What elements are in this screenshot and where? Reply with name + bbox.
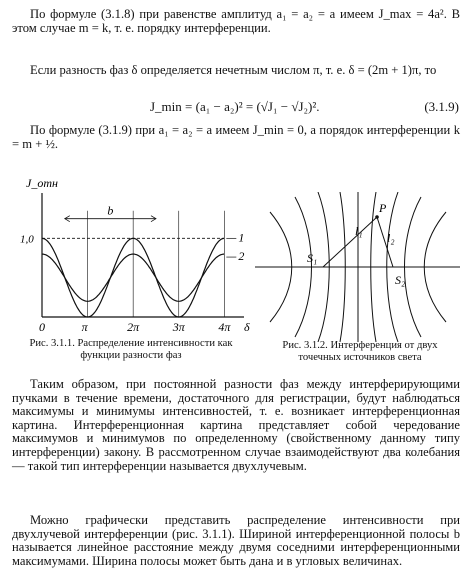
series-1-label: 1 (238, 230, 245, 245)
paragraph-4: Таким образом, при постоянной разности фаз между интерферирующими пучками в течение времени, достаточного для регистрации, будут наблюдаться максимумы и минимумы интенсивностей, т. е. возникает интерференционная картина. Интерференционная картина представляет собой чередование максимумов и минимумов по определенному (свойственному данному типу интерференции) закону. В рассмотренном случае взаимодействуют два колебания — такой тип интерференции называется двухлучевым. (12, 377, 460, 473)
x-tick-label-0: 0 (39, 320, 45, 334)
fig1-plot (20, 176, 250, 334)
y-axis-label: J_отн (26, 176, 58, 190)
paragraph-3: По формуле (3.1.9) при a₁ = a₂ = a имеем J_min = 0, а порядок интерференции k = m + ½. (12, 123, 460, 151)
y-tick-label-1: 1,0 (20, 233, 34, 246)
label-l1: l₁ (355, 224, 363, 238)
x-tick-label-2: 2π (127, 320, 140, 334)
x-axis-label: δ (244, 320, 250, 334)
paragraph-2: Если разность фаз δ определяется нечетным числом π, т. е. δ = (2m + 1)π, то (30, 63, 437, 77)
point-p-marker (375, 215, 379, 219)
equation-body: J_min = (a₁ − a₂)² = (√J₁ − √J₂)². (150, 99, 320, 114)
x-tick-label-1: π (81, 320, 88, 334)
x-tick-label-4: 4π (218, 320, 231, 334)
paragraph-1: По формуле (3.1.8) при равенстве амплитуд a₁ = a₂ = a имеем J_max = 4a². В этом случае m = k, т. е. порядку интерференции. (12, 7, 460, 35)
label-s2: S₂ (395, 273, 406, 287)
label-s1: S₁ (307, 251, 318, 265)
label-p: P (379, 201, 387, 215)
figure-2-caption: Рис. 3.1.2. Интерференция от двух точечных источников света (282, 340, 438, 363)
band-label: b (107, 203, 114, 218)
equation-number: (3.1.9) (424, 99, 459, 114)
ray-l1 (323, 217, 377, 267)
x-tick-label-3: 3π (172, 320, 185, 334)
figure-1-caption: Рис. 3.1.1. Распределение интенсивности как функции разности фаз (29, 338, 233, 361)
equation-3-1-9 (0, 100, 469, 118)
paragraph-5: Можно графически представить распределение интенсивности при двухлучевой интерференции (рис. 3.1.1). Шириной интерференционной полосы b называется линейное расстояние между двумя соседними интерференционными максимумами. Ширина полосы может быть дана и в угловых величинах. (12, 513, 460, 568)
figure-interference-diagram (255, 192, 460, 342)
label-l2: l₂ (387, 231, 395, 245)
series-2-label: 2 (238, 249, 245, 264)
figure-intensity-chart (20, 170, 255, 350)
